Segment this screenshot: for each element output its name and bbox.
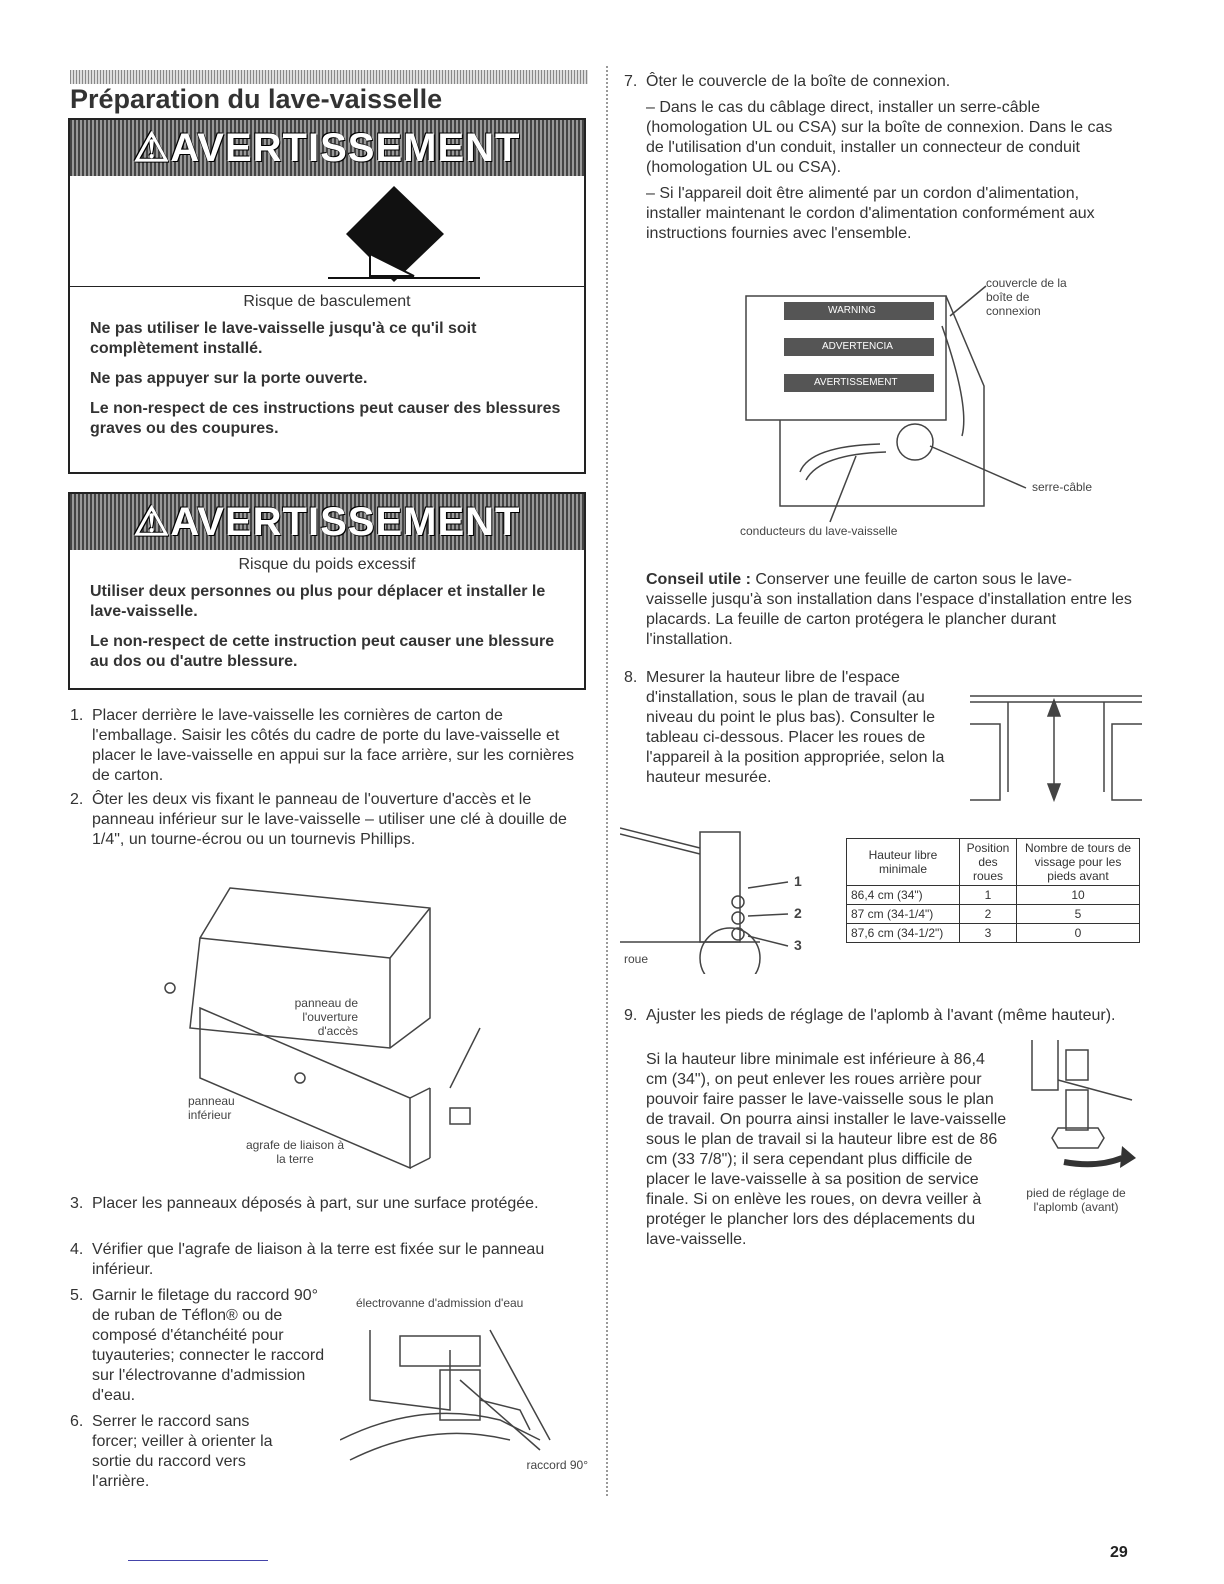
column-divider [606,66,608,1496]
warning-box-weight [68,492,586,690]
step-4: 4. Vérifier que l'agrafe de liaison à la terre est fixée sur le panneau inférieur. [70,1241,545,1278]
fitting-label: raccord 90° [526,1458,588,1472]
wires-label: conducteurs du lave-vaisselle [740,524,898,538]
leveling-foot-figure [1012,1040,1142,1220]
table-row: 87,6 cm (34-1/2") 3 0 [847,924,1140,943]
position-2-label: 2 [794,905,802,921]
tip-over-illustration [70,176,584,287]
valve-label: électrovanne d'admission d'eau [356,1296,524,1310]
warning-box-tip [68,118,586,474]
warning-header [70,120,584,176]
step-7-bullet: – Dans le cas du câblage direct, installer un serre-câble (homologation UL ou CSA) sur la boîte de connexion. Dans le cas de l'utilisation d'un conduit, installer un connecteur de conduit (homologation UL ou CSA). [646,99,1113,176]
warning-line: Le non-respect de ces instructions peut causer des blessures graves ou des coupures. [90,400,561,437]
wheel-position-figure [620,818,820,974]
tip-text: Conserver une feuille de carton sous le lave-vaisselle jusqu'à son installation dans l'espace d'installation entre les placards. La feuille de carton protégera le plancher durant l'installation. [646,571,1132,648]
lower-panel-label: panneau inférieur [188,1094,235,1122]
panel-removal-figure [150,878,510,1178]
title-rule [70,70,588,84]
step-9: 9. Ajuster les pieds de réglage de l'aplomb à l'avant (même hauteur). [624,1007,1116,1024]
cover-label: couvercle de la boîte de connexion [986,276,1067,318]
valve-illustration [340,1290,590,1480]
page-title: Préparation du lave-vaisselle [70,84,443,114]
warning-icon: ⚠ [133,126,171,170]
table-header: Nombre de tours de vissage pour les pieds avant [1017,839,1140,886]
warning-line: Ne pas utiliser le lave-vaisselle jusqu'à ce qu'il soit complètement installé. [90,320,477,357]
wheel-illustration [620,818,820,974]
warning-subtitle: Risque du poids excessif [238,556,416,573]
table-header: Hauteur libre minimale [847,839,960,886]
height-measure-figure [970,674,1142,810]
tip-over-icon [70,176,584,286]
ground-clip-label: agrafe de liaison à la terre [245,1138,345,1166]
access-panel-label: panneau de l'ouverture d'accès [294,996,358,1038]
step-7: 7. Ôter le couvercle de la boîte de connexion. [624,73,951,90]
warning-line: Utiliser deux personnes ou plus pour déplacer et installer le lave-vaisselle. [90,583,546,620]
junction-box-figure [740,276,1120,542]
table-header-row [847,839,1140,886]
wheel-position-table [846,838,1140,943]
warning-tag: WARNING [828,305,876,316]
table-header: Position des roues [960,839,1017,886]
warning-title: AVERTISSEMENT [170,125,521,170]
warning-header [70,494,584,550]
step-6: 6. Serrer le raccord sans forcer; veiller à orienter la sortie du raccord vers l'arrière. [70,1413,273,1490]
step-7-bullet: – Si l'appareil doit être alimenté par un cordon d'alimentation, installer maintenant le cordon d'alimentation conformément aux instructions fournies avec l'ensemble. [646,185,1095,242]
leveling-foot-label: pied de réglage de l'aplomb (avant) [1026,1186,1126,1214]
leveling-foot-illustration [1012,1040,1142,1180]
height-measure-illustration [970,674,1142,810]
clamp-label: serre-câble [1032,480,1093,494]
warning-line: Ne pas appuyer sur la porte ouverte. [90,370,368,387]
step-5: 5. Garnir le filetage du raccord 90° de ruban de Téflon® ou de composé d'étanchéité pour tuyauteries; connecter le raccord sur l'électrovanne d'admission d'eau. [70,1287,325,1404]
warning-icon: ⚠ [133,500,171,544]
step-3: 3. Placer les panneaux déposés à part, sur une surface protégée. [70,1195,539,1212]
table-row: 87 cm (34-1/4") 2 5 [847,905,1140,924]
valve-figure [340,1290,590,1480]
position-1-label: 1 [794,873,802,889]
wheel-label: roue [624,952,649,966]
avertissement-tag: AVERTISSEMENT [814,377,898,388]
tip-paragraph [646,570,1132,650]
advertencia-tag: ADVERTENCIA [822,341,893,352]
step-9-paragraph: Si la hauteur libre minimale est inférieure à 86,4 cm (34"), on peut enlever les roues arrière pour pouvoir faire passer le lave-vaisselle sous le plan de travail. On pourra ainsi installer le lave-vaisselle sous le plan de travail si la hauteur libre est de 86 cm (33 7/8"); il sera cependant plus difficile de placer le lave-vaisselle à sa position de service finale. Si on enlève les roues, on devra veiller à protéger le plancher lors des déplacements du lave-vaisselle. [646,1051,1007,1248]
warning-line: Le non-respect de cette instruction peut causer une blessure au dos ou d'autre blessure. [90,633,555,670]
tip-label: Conseil utile : [646,571,751,588]
footer-rule [128,1560,268,1561]
page-number: 29 [1110,1544,1128,1561]
warning-title: AVERTISSEMENT [170,499,521,544]
table-row: 86,4 cm (34") 1 10 [847,886,1140,905]
step-2: 2. Ôter les deux vis fixant le panneau de l'ouverture d'accès et le panneau inférieur sur le lave-vaisselle – utiliser une clé à douille de 1/4", un tourne-écrou ou un tournevis Phillips. [70,791,567,848]
position-3-label: 3 [794,937,802,953]
warning-subtitle: Risque de basculement [243,293,411,310]
step-8: 8. Mesurer la hauteur libre de l'espace d'installation, sous le plan de travail (au niveau du point le plus bas). Consulter le tableau ci-dessous. Placer les roues de l'appareil à la position appropriée, selon la hauteur mesurée. [624,669,945,786]
step-1: 1. Placer derrière le lave-vaisselle les cornières de carton de l'emballage. Saisir les côtés du cadre de porte du lave-vaisselle et placer le lave-vaisselle en appui sur la face arrière, sur les cornières de carton. [70,707,574,784]
